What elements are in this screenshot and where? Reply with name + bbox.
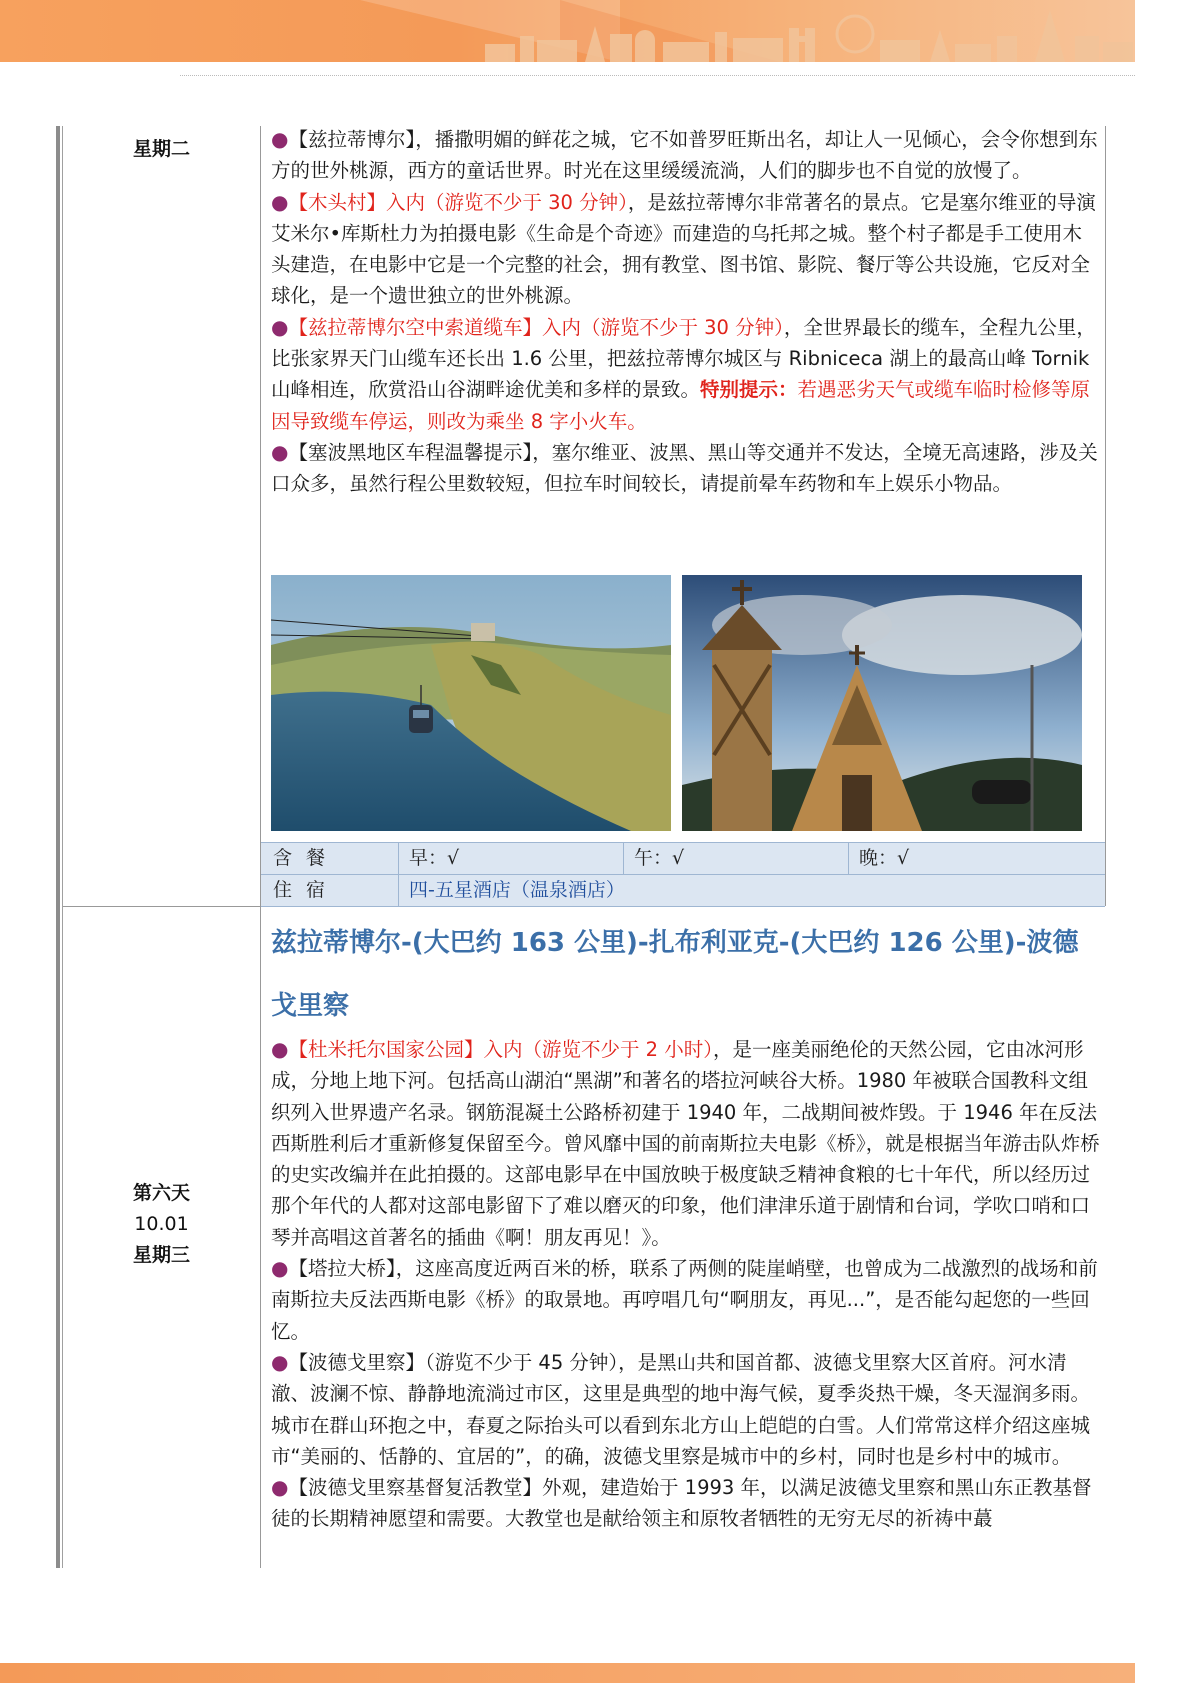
attraction-name: 【塞波黑地区车程温馨提示】 bbox=[288, 440, 533, 464]
attraction-name: 【塔拉大桥】 bbox=[288, 1257, 396, 1281]
bullet-icon: ● bbox=[271, 314, 289, 339]
day6-label-block bbox=[63, 1178, 260, 1271]
city-skyline-icon bbox=[475, 6, 1135, 62]
attraction-text: 外观，建造始于 1993 年，以满足波德戈里察和黑山东正教基督徒的长期精神愿望和需要。大教堂也是献给领主和原牧者牺牲的无穷无尽的祈祷中蕞 bbox=[271, 1476, 1092, 1531]
attraction-name: 【兹拉蒂博尔空中索道缆车】入内（游览不少于 30 分钟） bbox=[288, 315, 784, 339]
paragraph-cathedral bbox=[271, 1472, 1101, 1535]
day5-itinerary bbox=[271, 124, 1101, 500]
paragraph-tara-bridge bbox=[271, 1253, 1101, 1347]
table-row-divider bbox=[63, 906, 260, 907]
meals-row bbox=[261, 842, 1105, 874]
day-weekday: 星期三 bbox=[132, 1244, 190, 1266]
paragraph-gondola bbox=[271, 312, 1101, 437]
paragraph-travel-tip bbox=[271, 437, 1101, 500]
photo-cable-car-lake bbox=[271, 575, 671, 831]
day-date: 10.01 bbox=[134, 1213, 189, 1235]
bullet-icon: ● bbox=[271, 1037, 289, 1061]
attraction-text: ，播撒明媚的鲜花之城，它不如普罗旺斯出名，却让人一见倾心，会令你想到东方的世外桃源，西方的童话世界。时光在这里缓缓流淌，人们的脚步也不自觉的放慢了。 bbox=[271, 128, 1098, 183]
breakfast-value: 早：√ bbox=[398, 843, 623, 874]
lunch-value: 午：√ bbox=[623, 843, 848, 874]
paragraph-zlatibor bbox=[271, 124, 1101, 187]
attraction-text: ，这座高度近两百米的桥，联系了两侧的陡崖峭壁，也曾成为二战激烈的战场和前南斯拉夫反法西斯电影《桥》的取景地。再哼唱几句“啊朋友，再见...”，是否能勾起您的一些回忆。 bbox=[271, 1257, 1098, 1343]
special-tip-label: 特别提示： bbox=[700, 378, 798, 402]
attraction-name: 【波德戈里察基督复活教堂】 bbox=[288, 1476, 542, 1500]
route-title: 兹拉蒂博尔-(大巴约 163 公里)-扎布利亚克-(大巴约 126 公里)-波德戈里察 bbox=[271, 928, 1079, 1021]
attraction-text: ，全世界最长的缆车，全程九公里，比张家界天门山缆车还长出 1.6 公里，把兹拉蒂博尔城区与 Ribniceca 湖上的最高山峰 Tornik 山峰相连，欣赏沿山谷湖畔途优美和多样的景致。 bbox=[271, 315, 1096, 402]
attraction-text: （游览不少于 45 分钟），是黑山共和国首都、波德戈里察大区首府。河水清澈、波澜不惊、静静地流淌过市区，这里是典型的地中海气候，夏季炎热干燥，冬天湿润多雨。城市在群山环抱之中，春夏之际抬头可以看到东北方山上皑皑的白雪。人们常常这样介绍这座城市“美丽的、恬静的、宜居的”，的确，波德戈里察是城市中的乡村，同时也是乡村中的城市。 bbox=[271, 1350, 1091, 1468]
attraction-name: 【杜米托尔国家公园】入内（游览不少于 2 小时） bbox=[288, 1038, 714, 1061]
attraction-name: 【兹拉蒂博尔】 bbox=[288, 128, 416, 151]
attraction-name: 【波德戈里察】 bbox=[288, 1350, 425, 1374]
paragraph-durmitor bbox=[271, 1034, 1101, 1253]
attraction-text: ，是兹拉蒂博尔非常著名的景点。它是塞尔维亚的导演艾米尔•库斯杜力为拍摄电影《生命是个奇迹》而建造的乌托邦之城。整个村子都是手工使用木头建造，在电影中它是一个完整的社会，拥有教堂、图书馆、影院、餐厅等公共设施，它反对全球化，是一个遗世独立的世外桃源。 bbox=[271, 190, 1096, 308]
day-number: 第六天 bbox=[132, 1182, 190, 1204]
paragraph-podgorica bbox=[271, 1347, 1101, 1472]
bullet-icon: ● bbox=[271, 1475, 289, 1500]
header-banner bbox=[0, 0, 1135, 62]
bullet-icon: ● bbox=[271, 1349, 289, 1374]
lodging-value: 四-五星酒店（温泉酒店） bbox=[398, 875, 1105, 906]
table-left-border bbox=[56, 126, 60, 1568]
table-right-border bbox=[1105, 126, 1106, 906]
dinner-value: 晚：√ bbox=[848, 843, 1105, 874]
table-left-border-inner bbox=[62, 126, 63, 1568]
header-divider bbox=[180, 75, 1135, 76]
photo-wooden-church bbox=[682, 575, 1082, 831]
meals-label: 含餐 bbox=[273, 847, 340, 869]
bullet-icon: ● bbox=[271, 189, 289, 214]
bullet-icon: ● bbox=[271, 1256, 289, 1281]
attraction-text: ，是一座美丽绝伦的天然公园，它由冰河形成，分地上地下河。包括高山湖泊“黑湖”和著名的塔拉河峡谷大桥。1980 年被联合国教科文组织列入世界遗产名录。钢筋混凝土公路桥初建于 1940 年，二战期间被炸毁。于 1946 年在反法西斯胜利后才重新修复保留至今。曾风靡中国的前南斯拉夫电影《桥》，就是根据当年游击队炸桥的史实改编并在此拍摄的。这部电影早在中国放映于极度缺乏精神食粮的七十年代，所以经历过那个年代的人都对这部电影留下了难以磨灭的印象，他们津津乐道于剧情和台词，学吹口哨和口琴并高唱这首著名的插曲《啊！朋友再见！》。 bbox=[271, 1038, 1100, 1249]
bullet-icon: ● bbox=[271, 439, 289, 464]
special-tip-text: 若遇恶劣天气或缆车临时检修等原因导致缆车停运，则改为乘坐 8 字小火车。 bbox=[271, 378, 1091, 433]
lodging-label: 住宿 bbox=[273, 879, 340, 901]
attraction-name: 【木头村】入内（游览不少于 30 分钟） bbox=[288, 190, 628, 214]
lodging-row bbox=[261, 874, 1105, 907]
day6-itinerary bbox=[271, 1034, 1101, 1535]
paragraph-wooden-village bbox=[271, 187, 1101, 312]
bullet-icon: ● bbox=[271, 127, 289, 151]
attraction-text: ，塞尔维亚、波黑、黑山等交通并不发达，全境无高速路，涉及关口众多，虽然行程公里数较短，但拉车时间较长，请提前晕车药物和车上娱乐小物品。 bbox=[271, 440, 1098, 496]
footer-banner bbox=[0, 1663, 1135, 1683]
day-weekday-label: 星期二 bbox=[132, 138, 190, 160]
